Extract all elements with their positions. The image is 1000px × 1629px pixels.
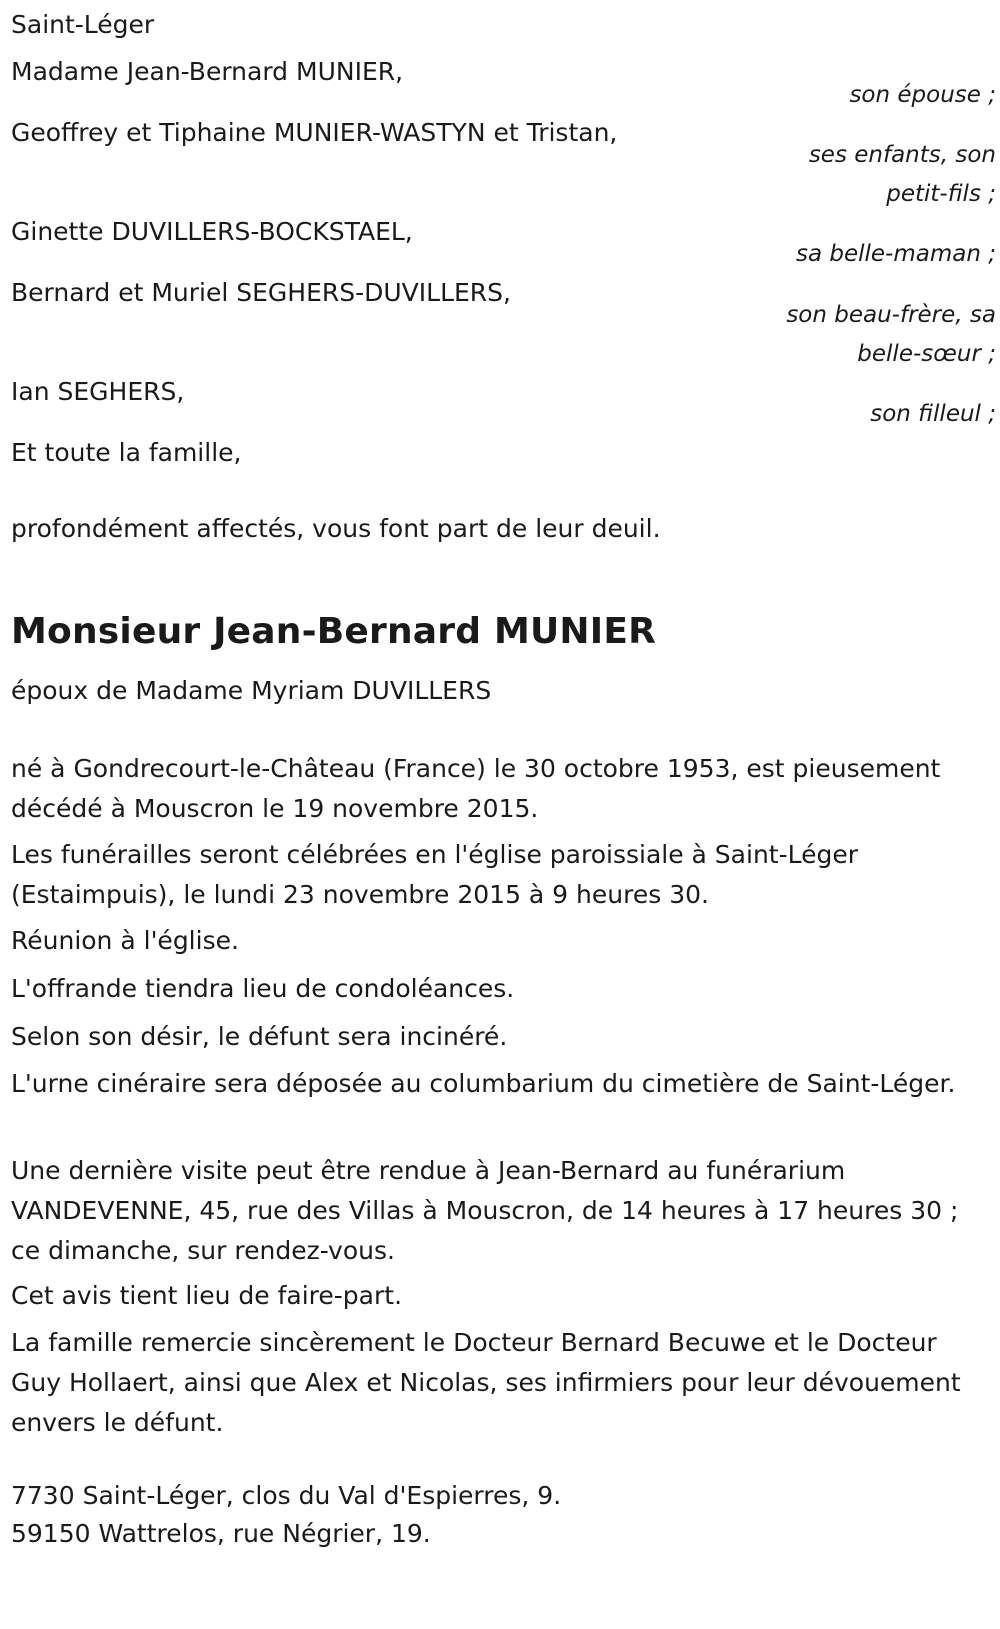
birth-death-paragraph: né à Gondrecourt-le-Château (France) le 30 octobre 1953, est pieusement décédé à Mouscron le 19 novembre 2015. [11,754,941,823]
family-member-name: Geoffrey et Tiphaine MUNIER-WASTYN et Tristan, [11,118,618,147]
announcement-text: profondément affectés, vous font part de leur deuil. [11,514,661,543]
family-relation: sa belle-maman ; [795,241,996,267]
family-relation: ses enfants, son [808,142,996,168]
family-member-name: Et toute la famille, [11,438,242,467]
family-relation: petit-fils ; [886,181,996,207]
family-relation: belle-sœur ; [857,341,996,367]
deceased-name: Monsieur Jean-Bernard MUNIER [11,611,657,652]
notice-paragraph: Cet avis tient lieu de faire-part. [11,1281,403,1310]
gathering-paragraph: Réunion à l'église. [11,926,239,955]
family-relation: son beau-frère, sa [786,302,996,328]
family-relation: son épouse ; [849,82,996,108]
thanks-paragraph: La famille remercie sincèrement le Docteur Bernard Becuwe et le Docteur Guy Hollaert, ainsi que Alex et Nicolas, ses infirmiers pour leur dévouement envers le défunt. [11,1328,961,1437]
address-line: 7730 Saint-Léger, clos du Val d'Espierres, 9. [11,1481,562,1510]
family-member-name: Ian SEGHERS, [11,377,185,406]
family-member-name: Ginette DUVILLERS-BOCKSTAEL, [11,217,413,246]
funeral-paragraph: Les funérailles seront célébrées en l'église paroissiale à Saint-Léger (Estaimpuis), le lundi 23 novembre 2015 à 9 heures 30. [11,840,859,909]
address-line: 59150 Wattrelos, rue Négrier, 19. [11,1519,431,1548]
heading-place: Saint-Léger [11,10,155,39]
family-relation: son filleul ; [870,401,996,427]
cremation-paragraph: Selon son désir, le défunt sera incinéré. [11,1022,508,1051]
urn-paragraph: L'urne cinéraire sera déposée au columbarium du cimetière de Saint-Léger. [11,1069,956,1098]
spouse-line: époux de Madame Myriam DUVILLERS [11,676,492,705]
visit-paragraph: Une dernière visite peut être rendue à Jean-Bernard au funérarium VANDEVENNE, 45, rue des Villas à Mouscron, de 14 heures à 17 heures 30 ; ce dimanche, sur rendez-vous. [11,1156,959,1265]
family-member-name: Madame Jean-Bernard MUNIER, [11,57,404,86]
family-member-name: Bernard et Muriel SEGHERS-DUVILLERS, [11,278,511,307]
offering-paragraph: L'offrande tiendra lieu de condoléances. [11,974,515,1003]
